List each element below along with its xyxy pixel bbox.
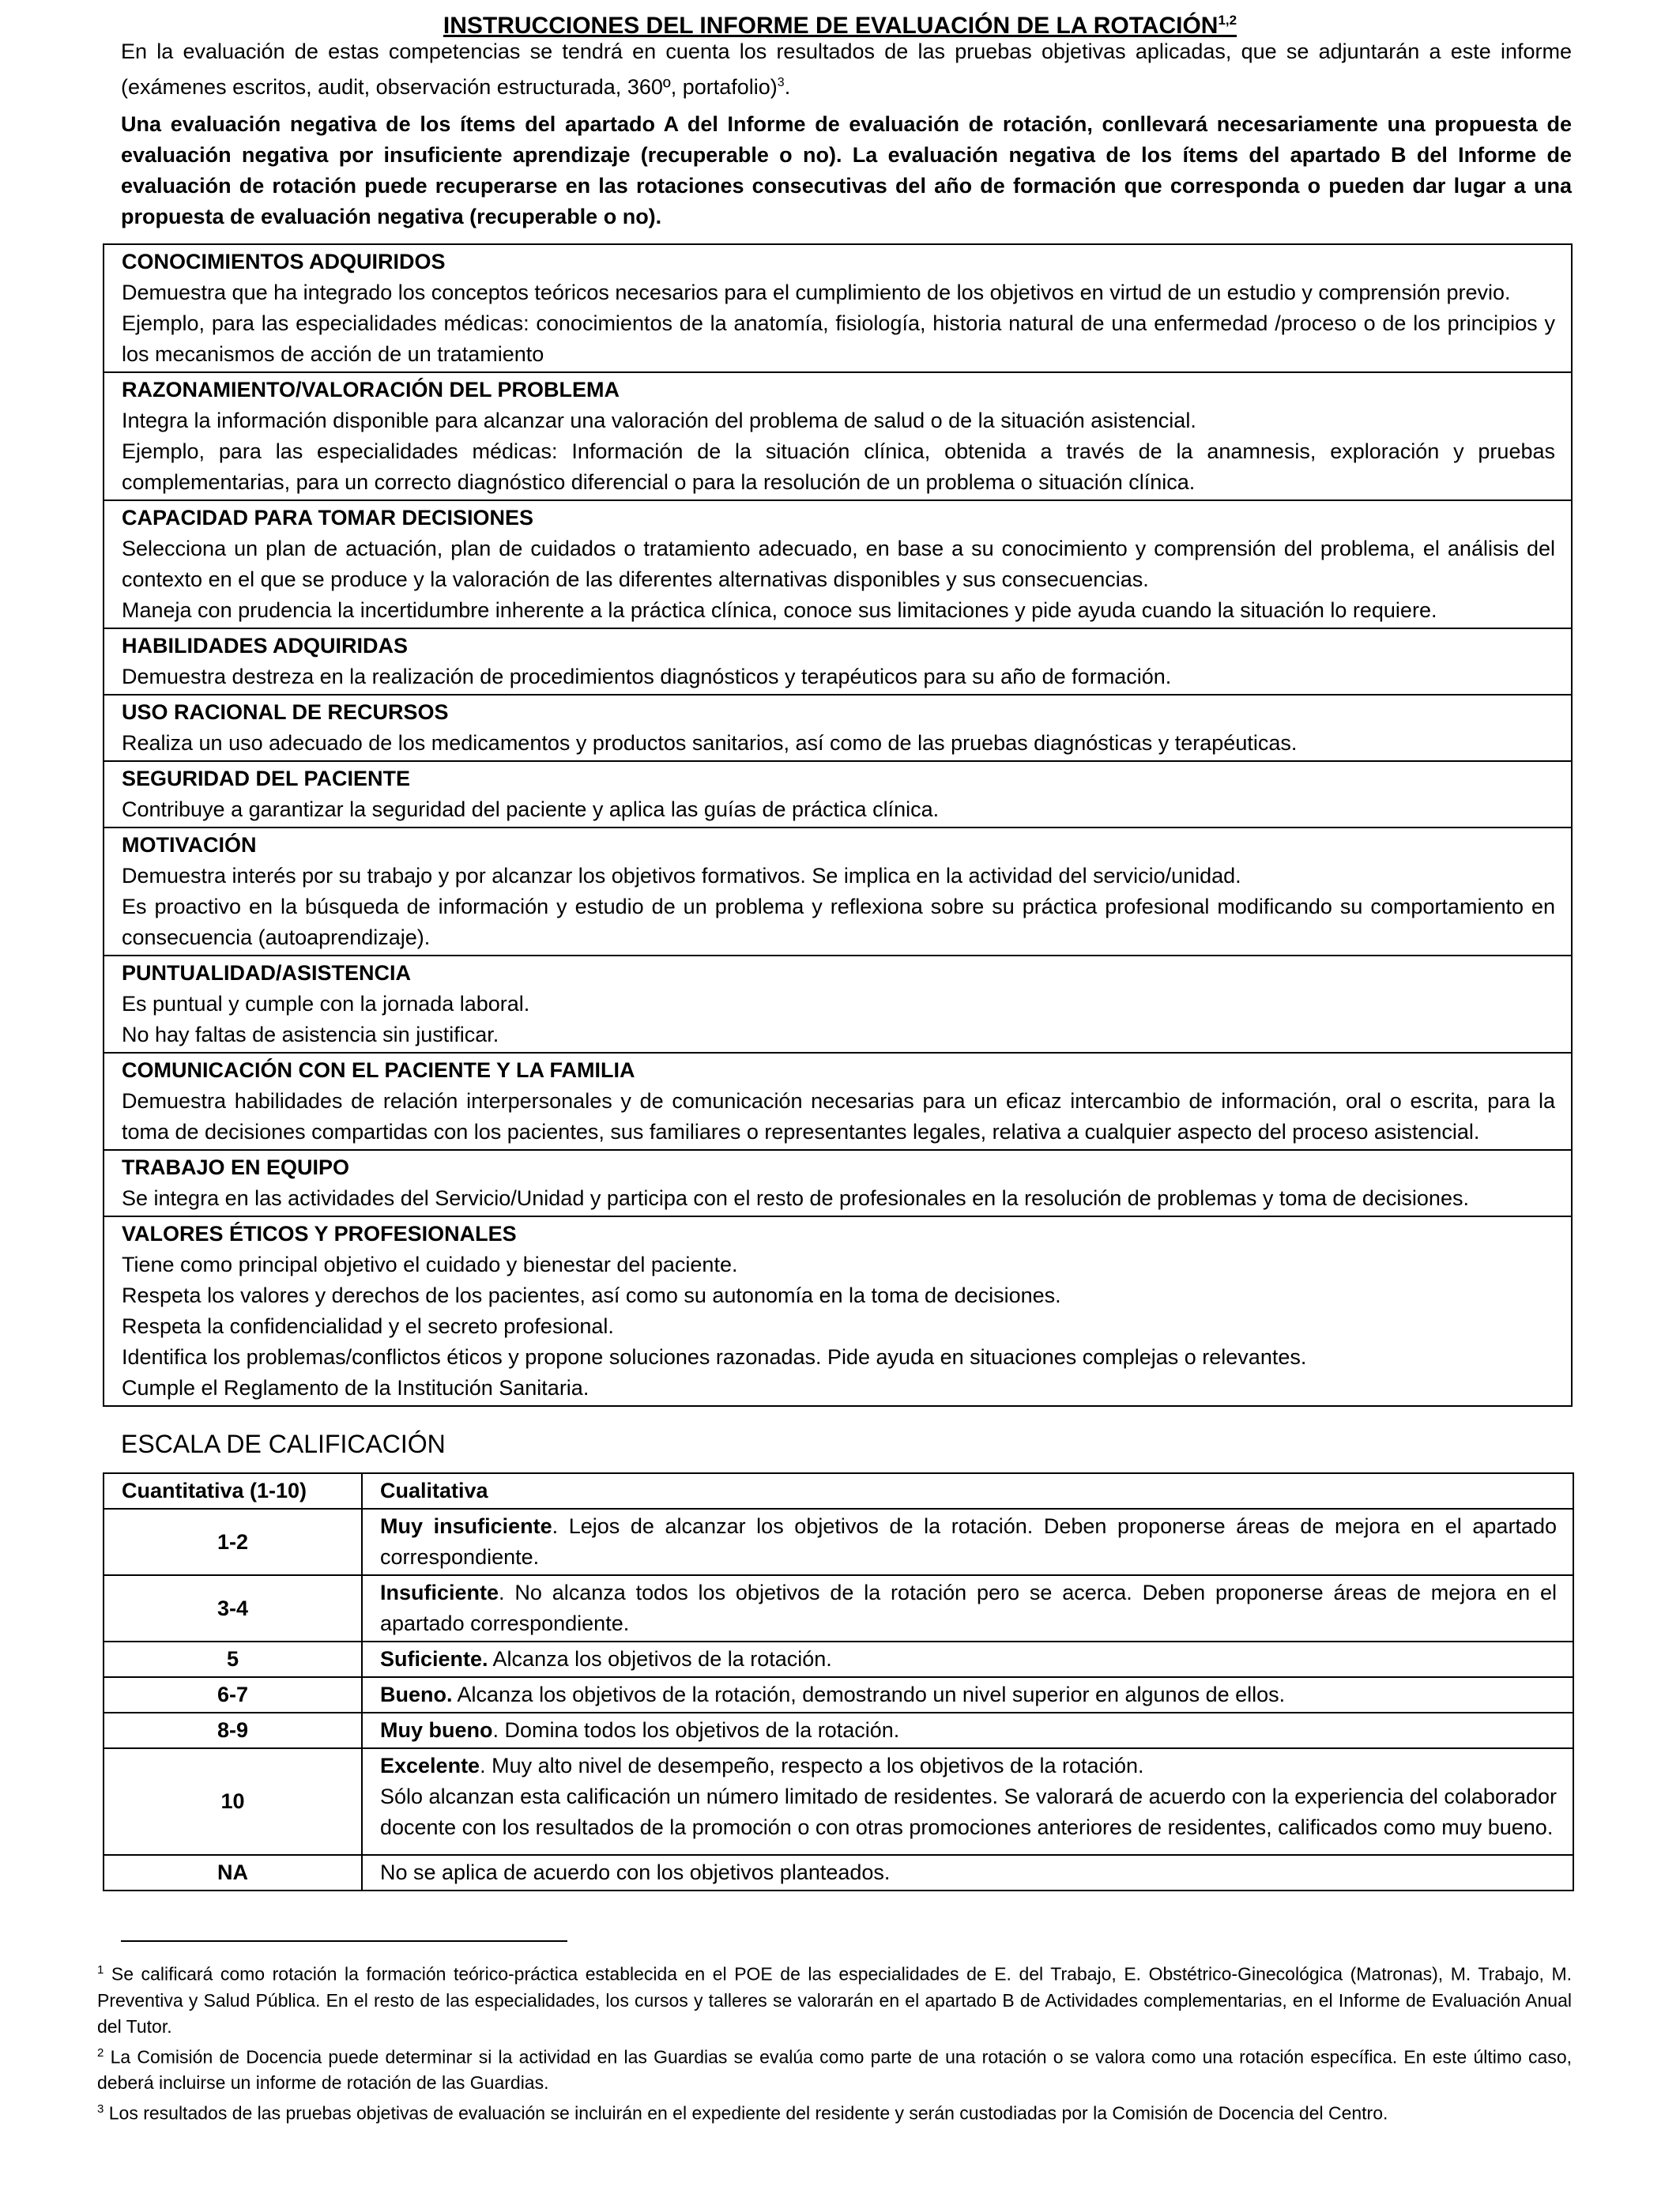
scale-description: [362, 1855, 1573, 1891]
scale-score: 6-7: [104, 1677, 362, 1713]
scale-description: [362, 1509, 1573, 1575]
footnote-text: Se calificará como rotación la formación teórico-práctica establecida en el POE de las especialidades de E. del Trabajo, E. Obstétrico-Ginecológica (Matronas), M. Trabajo, M. Preventiva y Salud Pública. En el resto de las especialidades, los cursos y talleres se valorarán en el apartado B de Actividades complementarias, en el Informe de Evaluación Anual del Tutor.: [97, 1963, 1572, 2037]
competency-name: SEGURIDAD DEL PACIENTE: [122, 767, 411, 790]
footnote-text: Los resultados de las pruebas objetivas de evaluación se incluirán en el expediente del residente y serán custodiadas por la Comisión de Docencia del Centro.: [104, 2102, 1388, 2124]
competencies-table: [103, 243, 1573, 1407]
intro-paragraph-1-end: .: [784, 75, 791, 99]
scale-level-text: . Muy alto nivel de desempeño, respecto a los objetivos de la rotación.: [480, 1754, 1144, 1777]
scale-col-quantitative: Cuantitativa (1-10): [104, 1473, 362, 1509]
competency-description: Demuestra habilidades de relación interpersonales y de comunicación necesarias para un eficaz intercambio de información, oral o escrita, para la toma de decisiones compartidas con los pacientes, sus familiares o representantes legales, relativa a cualquier aspecto del proceso asistencial.: [122, 1089, 1555, 1144]
scale-description-line: No se aplica de acuerdo con los objetivos planteados.: [380, 1860, 891, 1884]
competency-row: [104, 1216, 1572, 1406]
scale-row: [104, 1575, 1573, 1642]
competency-row: [104, 761, 1572, 827]
title-footnote-refs: 1,2: [1218, 13, 1237, 28]
scale-level: Muy insuficiente: [380, 1514, 552, 1538]
scale-level-text: Alcanza los objetivos de la rotación, demostrando un nivel superior en algunos de ellos.: [452, 1683, 1286, 1706]
scale-level: Suficiente.: [380, 1647, 488, 1671]
scale-header-row: [104, 1473, 1573, 1509]
intro-paragraph-2: Una evaluación negativa de los ítems del apartado A del Informe de evaluación de rotación, conllevará necesariamente una propuesta de evaluación negativa por insuficiente aprendizaje (recuperable o no). La evaluación negativa de los ítems del apartado B del Informe de evaluación de rotación puede recuperarse en las rotaciones consecutivas del año de formación que corresponda o pueden dar lugar a una propuesta de evaluación negativa (recuperable o no).: [121, 112, 1572, 228]
scale-description: [362, 1713, 1573, 1748]
scale-row: [104, 1677, 1573, 1713]
scale-description-line: [380, 1647, 832, 1671]
competency-description: Se integra en las actividades del Servicio/Unidad y participa con el resto de profesionales en la resolución de problemas y toma de decisiones.: [122, 1186, 1469, 1210]
scale-score: NA: [104, 1855, 362, 1891]
competency-name: PUNTUALIDAD/ASISTENCIA: [122, 961, 412, 985]
competency-description: Identifica los problemas/conflictos éticos y propone soluciones razonadas. Pide ayuda en situaciones complejas o relevantes.: [122, 1345, 1307, 1369]
scale-level: Muy bueno: [380, 1718, 493, 1742]
footnote: [97, 1957, 1572, 2040]
scale-score: 10: [104, 1748, 362, 1855]
grading-scale-table: [103, 1472, 1574, 1891]
competency-cell: [104, 695, 1572, 761]
scale-description-line: [380, 1683, 1285, 1706]
footnotes: [97, 1957, 1572, 2127]
competency-row: [104, 695, 1572, 761]
competency-description: No hay faltas de asistencia sin justificar.: [122, 1023, 499, 1046]
scale-row: [104, 1642, 1573, 1677]
competency-description: Realiza un uso adecuado de los medicamentos y productos sanitarios, así como de las pruebas diagnósticas y terapéuticas.: [122, 731, 1298, 755]
competency-name: RAZONAMIENTO/VALORACIÓN DEL PROBLEMA: [122, 378, 620, 401]
competency-row: [104, 244, 1572, 372]
competency-name: CONOCIMIENTOS ADQUIRIDOS: [122, 250, 446, 273]
scale-level-text: . No alcanza todos los objetivos de la rotación pero se acerca. Deben proponerse áreas de mejora en el apartado correspondiente.: [380, 1581, 1557, 1635]
competency-name: MOTIVACIÓN: [122, 833, 257, 857]
competency-description: Demuestra que ha integrado los conceptos teóricos necesarios para el cumplimiento de los objetivos en virtud de un estudio y comprensión previo.: [122, 281, 1511, 304]
competency-description: Integra la información disponible para alcanzar una valoración del problema de salud o de la situación asistencial.: [122, 409, 1196, 432]
competency-name: COMUNICACIÓN CON EL PACIENTE Y LA FAMILIA: [122, 1058, 635, 1082]
competency-cell: [104, 628, 1572, 695]
footnote-mark: 3: [97, 2102, 104, 2117]
scale-row: [104, 1509, 1573, 1575]
scale-heading: ESCALA DE CALIFICACIÓN: [121, 1430, 446, 1458]
intro-paragraph-1-text: En la evaluación de estas competencias se tendrá en cuenta los resultados de las pruebas objetivas aplicadas, que se adjuntarán a este informe (exámenes escritos, audit, observación estructurada, 360º, portafolio): [121, 40, 1572, 99]
competency-description: Ejemplo, para las especialidades médicas: conocimientos de la anatomía, fisiología, historia natural de una enfermedad /proceso o de los principios y los mecanismos de acción de un tratamiento: [122, 311, 1555, 366]
competency-name: HABILIDADES ADQUIRIDAS: [122, 634, 409, 658]
intro-paragraph-1: [121, 36, 1572, 103]
footnote-text: La Comisión de Docencia puede determinar si la actividad en las Guardias se evalúa como parte de una rotación o se valora como una rotación específica. En este último caso, deberá incluirse un informe de rotación de las Guardias.: [97, 2046, 1572, 2094]
intro-footnote-ref: 3: [777, 76, 785, 89]
scale-row: [104, 1855, 1573, 1891]
scale-description-line: [380, 1514, 1557, 1569]
scale-description: [362, 1748, 1573, 1855]
footnote-mark: 2: [97, 2045, 104, 2060]
scale-description: [362, 1677, 1573, 1713]
competency-description: Respeta los valores y derechos de los pacientes, así como su autonomía en la toma de decisiones.: [122, 1284, 1061, 1307]
competency-description: Selecciona un plan de actuación, plan de cuidados o tratamiento adecuado, en base a su conocimiento y comprensión del problema, el análisis del contexto en el que se produce y la valoración de las diferentes alternativas disponibles y sus consecuencias.: [122, 537, 1555, 591]
scale-score: 8-9: [104, 1713, 362, 1748]
footnote: [97, 2040, 1572, 2097]
competency-description: Tiene como principal objetivo el cuidado y bienestar del paciente.: [122, 1253, 738, 1276]
scale-score: 1-2: [104, 1509, 362, 1575]
scale-col-qualitative: Cualitativa: [362, 1473, 1573, 1509]
scale-row: [104, 1713, 1573, 1748]
scale-score: 5: [104, 1642, 362, 1677]
scale-description: [362, 1575, 1573, 1642]
scale-description: [362, 1642, 1573, 1677]
competency-cell: [104, 372, 1572, 500]
footnote: [97, 2096, 1572, 2127]
competency-cell: [104, 1053, 1572, 1150]
competency-name: VALORES ÉTICOS Y PROFESIONALES: [122, 1222, 517, 1246]
competency-description: Respeta la confidencialidad y el secreto profesional.: [122, 1314, 614, 1338]
scale-description-line: [380, 1581, 1557, 1635]
scale-description-line: [380, 1754, 1144, 1777]
competency-name: TRABAJO EN EQUIPO: [122, 1155, 350, 1179]
document-title-text: INSTRUCCIONES DEL INFORME DE EVALUACIÓN DE LA ROTACIÓN: [443, 13, 1219, 39]
competency-description: Demuestra interés por su trabajo y por alcanzar los objetivos formativos. Se implica en la actividad del servicio/unidad.: [122, 864, 1241, 888]
competency-row: [104, 956, 1572, 1053]
competency-cell: [104, 1216, 1572, 1406]
footnote-mark: 1: [97, 1963, 104, 1977]
scale-level: Excelente: [380, 1754, 480, 1777]
scale-description-line: Sólo alcanzan esta calificación un número limitado de residentes. Se valorará de acuerdo con la experiencia del colaborador docente con los resultados de la promoción o con otras promociones anteriores de residentes, calificados como muy bueno.: [380, 1785, 1557, 1839]
competency-cell: [104, 956, 1572, 1053]
scale-level-text: . Lejos de alcanzar los objetivos de la rotación. Deben proponerse áreas de mejora en el apartado correspondiente.: [380, 1514, 1557, 1569]
competency-row: [104, 372, 1572, 500]
footnote-separator: [121, 1940, 567, 1942]
competency-row: [104, 1053, 1572, 1150]
competency-row: [104, 1150, 1572, 1216]
competency-cell: [104, 500, 1572, 628]
competency-description: Es proactivo en la búsqueda de información y estudio de un problema y reflexiona sobre su práctica profesional modificando su comportamiento en consecuencia (autoaprendizaje).: [122, 895, 1555, 949]
scale-description-line: [380, 1718, 899, 1742]
competency-description: Demuestra destreza en la realización de procedimientos diagnósticos y terapéuticos para su año de formación.: [122, 665, 1172, 688]
scale-level: Insuficiente: [380, 1581, 499, 1604]
competency-cell: [104, 244, 1572, 372]
scale-score: 3-4: [104, 1575, 362, 1642]
competency-description: Es puntual y cumple con la jornada laboral.: [122, 992, 530, 1016]
competency-row: [104, 628, 1572, 695]
competency-cell: [104, 827, 1572, 956]
competency-cell: [104, 761, 1572, 827]
competency-row: [104, 827, 1572, 956]
competency-row: [104, 500, 1572, 628]
scale-level-text: Alcanza los objetivos de la rotación.: [488, 1647, 832, 1671]
scale-row: [104, 1748, 1573, 1855]
competency-description: Contribuye a garantizar la seguridad del paciente y aplica las guías de práctica clínica.: [122, 797, 940, 821]
competency-cell: [104, 1150, 1572, 1216]
scale-level-text: . Domina todos los objetivos de la rotación.: [492, 1718, 900, 1742]
competency-description: Ejemplo, para las especialidades médicas: Información de la situación clínica, obtenida a través de la anamnesis, exploración y pruebas complementarias, para un correcto diagnóstico diferencial o para la resolución de un problema o situación clínica.: [122, 439, 1555, 494]
competency-name: CAPACIDAD PARA TOMAR DECISIONES: [122, 506, 534, 530]
competency-description: Cumple el Reglamento de la Institución Sanitaria.: [122, 1376, 590, 1400]
competency-description: Maneja con prudencia la incertidumbre inherente a la práctica clínica, conoce sus limitaciones y pide ayuda cuando la situación lo requiere.: [122, 598, 1437, 622]
competency-name: USO RACIONAL DE RECURSOS: [122, 700, 449, 724]
scale-level: Bueno.: [380, 1683, 453, 1706]
